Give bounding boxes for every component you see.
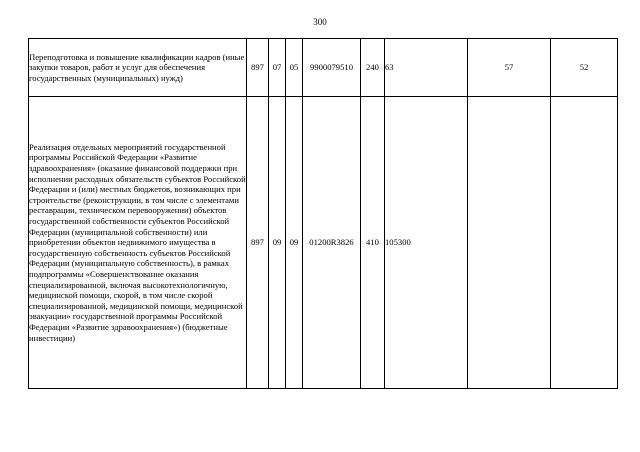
amount-1-cell: 63 [385, 39, 468, 97]
amount-2-cell [468, 97, 551, 389]
amount-1-cell: 105300 [385, 97, 468, 389]
section-code-cell: 09 [269, 97, 286, 389]
amount-2-cell: 57 [468, 39, 551, 97]
expense-type-cell: 410 [361, 97, 385, 389]
row-name-cell: Переподготовка и повышение квалификации кадров (иные закупки товаров, работ и услуг для обеспечения государственных (муниципальных) нужд) [29, 39, 247, 97]
subsection-code-cell: 09 [286, 97, 303, 389]
ministry-code-cell: 897 [247, 97, 269, 389]
amount-3-cell [551, 97, 618, 389]
page-number: 300 [313, 17, 327, 27]
section-code-cell: 07 [269, 39, 286, 97]
target-article-cell: 01200R3826 [303, 97, 361, 389]
ministry-code-cell: 897 [247, 39, 269, 97]
budget-table [28, 38, 618, 389]
table-row [29, 39, 618, 97]
subsection-code-cell: 05 [286, 39, 303, 97]
target-article-cell: 9900079510 [303, 39, 361, 97]
amount-3-cell: 52 [551, 39, 618, 97]
table-row [29, 97, 618, 389]
expense-type-cell: 240 [361, 39, 385, 97]
row-name-cell: Реализация отдельных мероприятий государственной программы Российской Федерации «Развитие здравоохранения» (оказание финансовой поддержки при исполнении расходных обязательств субъектов Российской Федерации и (или) местных бюджетов, возникающих при строительстве (реконструкции, в том числе с элементами реставрации, техническом перевооружении) объектов государственной собственности субъектов Российской Федерации (муниципальной собственности) или приобретении объектов недвижимого имущества в государственную собственность субъектов Российской Федерации (муниципальную собственность), в рамках подпрограммы «Совершенствование оказания специализированной, включая высокотехнологичную, медицинской помощи, скорой, в том числе скорой специализированной, медицинской помощи, медицинской эвакуации» государственной программы Российской Федерации «Развитие здравоохранения») (бюджетные инвестиции) [29, 97, 247, 389]
